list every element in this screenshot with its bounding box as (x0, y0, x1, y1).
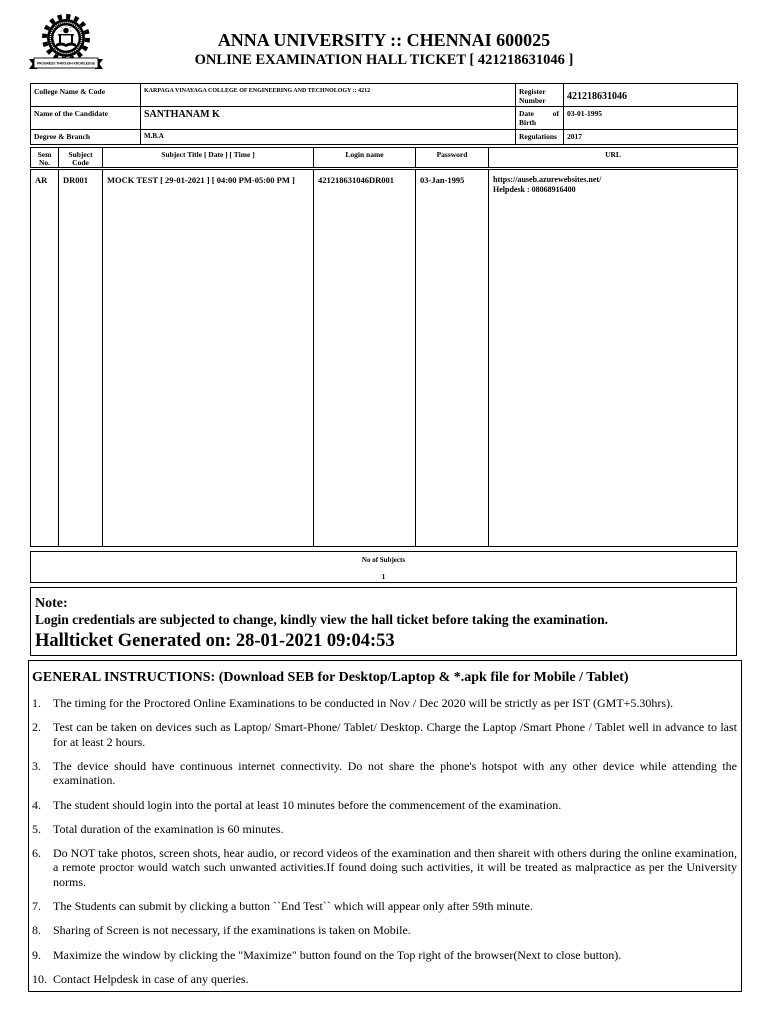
instruction-item (32, 720, 737, 749)
register-number-value: 421218631046 (564, 84, 738, 107)
instruction-number: 10. (32, 971, 47, 986)
instruction-item (32, 923, 737, 938)
instruction-number: 6. (32, 845, 41, 860)
instruction-text: Contact Helpdesk in case of any queries. (53, 971, 249, 986)
header-subject-code: Subject Code (59, 148, 103, 169)
generated-timestamp: Hallticket Generated on: 28-01-2021 09:04:53 (35, 631, 395, 651)
date-of-birth-value: 03-01-1995 (564, 107, 738, 130)
regulations-value: 2017 (564, 130, 738, 145)
instruction-text: The student should login into the portal at least 10 minutes before the commencement of the examination. (53, 797, 562, 812)
note-box (30, 587, 737, 656)
degree-branch-label: Degree & Branch (31, 130, 141, 145)
header-password: Password (416, 148, 489, 169)
instruction-text: Total duration of the examination is 60 minutes. (53, 821, 284, 836)
info-row-college (31, 84, 738, 107)
password: 03-Jan-1995 (416, 169, 489, 547)
instruction-number: 8. (32, 923, 41, 938)
university-title: ANNA UNIVERSITY :: CHENNAI 600025 (217, 30, 551, 50)
logo-motto: PROGRESS THROUGH KNOWLEDGE (37, 60, 96, 66)
info-body (31, 84, 738, 145)
date-of-birth-label: Date of Birth (519, 109, 559, 127)
instruction-number: 2. (32, 720, 41, 735)
instruction-text: Sharing of Screen is not necessary, if the examinations is taken on Mobile. (53, 923, 411, 938)
instruction-text: Do NOT take photos, screen shots, hear audio, or record videos of the examination and then shareit with others during the online examination, a remote proctor would watch such unwanted activities.If found doing such activities, it will be treated as malpractice as per the University norms. (53, 845, 737, 889)
login-name: 421218631046DR001 (314, 169, 416, 547)
subjects-table (30, 147, 738, 547)
instruction-text: The timing for the Proctored Online Examinations to be conducted in Nov / Dec 2020 will be strictly as per IST (GMT+5.30hrs). (53, 696, 674, 710)
subjects-header-row (31, 148, 738, 169)
subject-title: MOCK TEST [ 29-01-2021 ] [ 04:00 PM-05:00 PM ] (103, 169, 314, 547)
candidate-name-value: SANTHANAM K (141, 107, 516, 130)
instruction-item (32, 798, 737, 813)
url-cell (489, 169, 738, 547)
info-row-candidate (31, 107, 738, 130)
header-sem-no: Sem No. (31, 148, 59, 169)
subjects-header (31, 148, 738, 169)
instructions-list (32, 696, 737, 986)
candidate-name-label: Name of the Candidate (31, 107, 141, 130)
instruction-text: The Students can submit by clicking a button ``End Test`` which will appear only after 59th minute. (53, 899, 533, 914)
instruction-number: 9. (32, 947, 41, 962)
instruction-text: The device should have continuous internet connectivity. Do not share the phone's hotspot with any other device while attending the examination. (53, 758, 737, 788)
instruction-item (32, 759, 737, 788)
exam-url: https://auseb.azurewebsites.net/ (493, 175, 602, 184)
instruction-item (32, 899, 737, 914)
instruction-number: 4. (32, 797, 41, 812)
header-url: URL (489, 148, 738, 169)
note-heading: Note: (35, 596, 68, 611)
note-message: Login credentials are subjected to change, kindly view the hall ticket before taking the examination. (35, 612, 608, 627)
subject-count-box (30, 551, 737, 583)
register-number-label: Register Number (516, 84, 564, 107)
subject-code: DR001 (59, 169, 103, 547)
instruction-number: 7. (32, 899, 41, 914)
subject-count-value: 1 (381, 573, 386, 581)
instruction-item (32, 846, 737, 890)
instruction-item (32, 972, 737, 987)
instruction-number: 5. (32, 821, 41, 836)
college-label: College Name & Code (31, 84, 141, 107)
date-of-birth-label-cell (516, 107, 564, 130)
instruction-item (32, 948, 737, 963)
instruction-number: 3. (32, 758, 41, 773)
table-row (31, 169, 738, 547)
instruction-item (32, 696, 737, 711)
header-login-name: Login name (314, 148, 416, 169)
sem-no: AR (31, 169, 59, 547)
instructions-box (28, 660, 742, 992)
subjects-body (31, 169, 738, 547)
regulations-label: Regulations (516, 130, 564, 145)
subject-count-label: No of Subjects (361, 556, 406, 564)
candidate-info-table (30, 83, 738, 145)
instructions-heading: GENERAL INSTRUCTIONS: (Download SEB for Desktop/Laptop & *.apk file for Mobile / Tablet) (32, 670, 629, 685)
instruction-item (32, 822, 737, 837)
instruction-number: 1. (32, 696, 41, 710)
helpdesk-number: Helpdesk : 08068916400 (493, 185, 576, 194)
instruction-text: Test can be taken on devices such as Laptop/ Smart-Phone/ Tablet/ Desktop. Charge the Laptop /Smart Phone / Tablet well in advance to last for at least 2 hours. (53, 720, 737, 749)
hall-ticket-title: ONLINE EXAMINATION HALL TICKET [ 421218631046 ] (194, 52, 574, 68)
degree-branch-value: M.B.A (141, 130, 516, 145)
instruction-text: Maximize the window by clicking the "Maximize" button found on the Top right of the browser(Next to close button). (53, 947, 622, 962)
college-value: KARPAGA VINAYAGA COLLEGE OF ENGINEERING AND TECHNOLOGY :: 4212 (141, 84, 516, 107)
info-row-degree (31, 130, 738, 145)
header-subject-title: Subject Title [ Date ] [ Time ] (103, 148, 314, 169)
